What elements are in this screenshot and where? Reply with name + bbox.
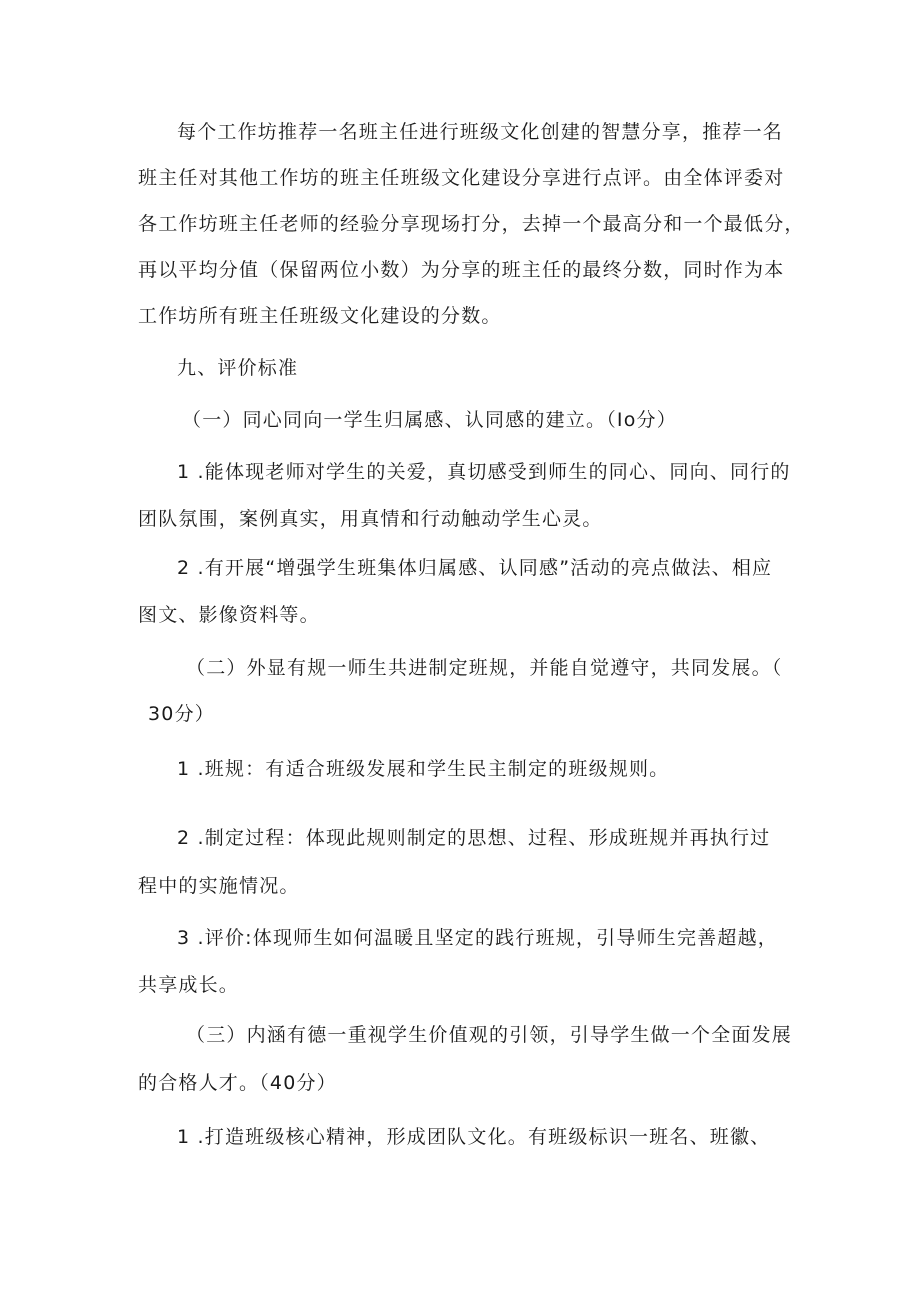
item-1-2-line-1: 2 .有开展“增强学生班集体归属感、认同感”活动的亮点做法、相应 (177, 557, 773, 579)
subsection-heading-2-line-1: （二）外显有规一师生共进制定班规，并能自觉遵守，共同发展。（ (186, 657, 783, 679)
paragraph-intro-line-5: 工作坊所有班主任班级文化建设的分数。 (138, 305, 502, 327)
subsection-heading-3-line-1: （三）内涵有德一重视学生价值观的引领，引导学生做一个全面发展 (186, 1024, 793, 1046)
subsection-heading-1: （一）同心同向一学生归属感、认同感的建立。（Io分） (182, 409, 677, 431)
item-1-1-line-2: 团队氛围，案例真实，用真情和行动触动学生心灵。 (138, 508, 603, 530)
item-1-2-line-2: 图文、影像资料等。 (138, 604, 320, 626)
item-2-3-line-2: 共享成长。 (138, 974, 240, 996)
item-2-3-line-1: 3 .评价:体现师生如何温暖且坚定的践行班规，引导师生完善超越， (177, 927, 778, 949)
item-1-1-line-1: 1 .能体现老师对学生的关爱，真切感受到师生的同心、同向、同行的 (177, 461, 791, 483)
subsection-heading-3-line-2: 的合格人才。（40分） (138, 1072, 337, 1094)
item-2-2-line-2: 程中的实施情况。 (138, 875, 300, 897)
item-2-1: 1 .班规：有适合班级发展和学生民主制定的班级规则。 (177, 758, 670, 780)
item-2-2-line-1: 2 .制定过程：体现此规则制定的思想、过程、形成班规并再执行过 (177, 827, 771, 849)
item-3-1-line-1: 1 .打造班级核心精神，形成团队文化。有班级标识一班名、班徽、 (177, 1126, 771, 1148)
paragraph-intro-line-4: 再以平均分值（保留两位小数）为分享的班主任的最终分数，同时作为本 (138, 259, 785, 281)
paragraph-intro-line-2: 班主任对其他工作坊的班主任班级文化建设分享进行点评。由全体评委对 (138, 167, 785, 189)
section-heading-evaluation-standard: 九、评价标准 (177, 357, 299, 379)
paragraph-intro-line-3: 各工作坊班主任老师的经验分享现场打分，去掉一个最高分和一个最低分， (138, 213, 805, 235)
subsection-heading-2-line-2: 30分） (148, 703, 215, 725)
paragraph-intro-line-1: 每个工作坊推荐一名班主任进行班级文化创建的智慧分享，推荐一名 (177, 121, 784, 143)
